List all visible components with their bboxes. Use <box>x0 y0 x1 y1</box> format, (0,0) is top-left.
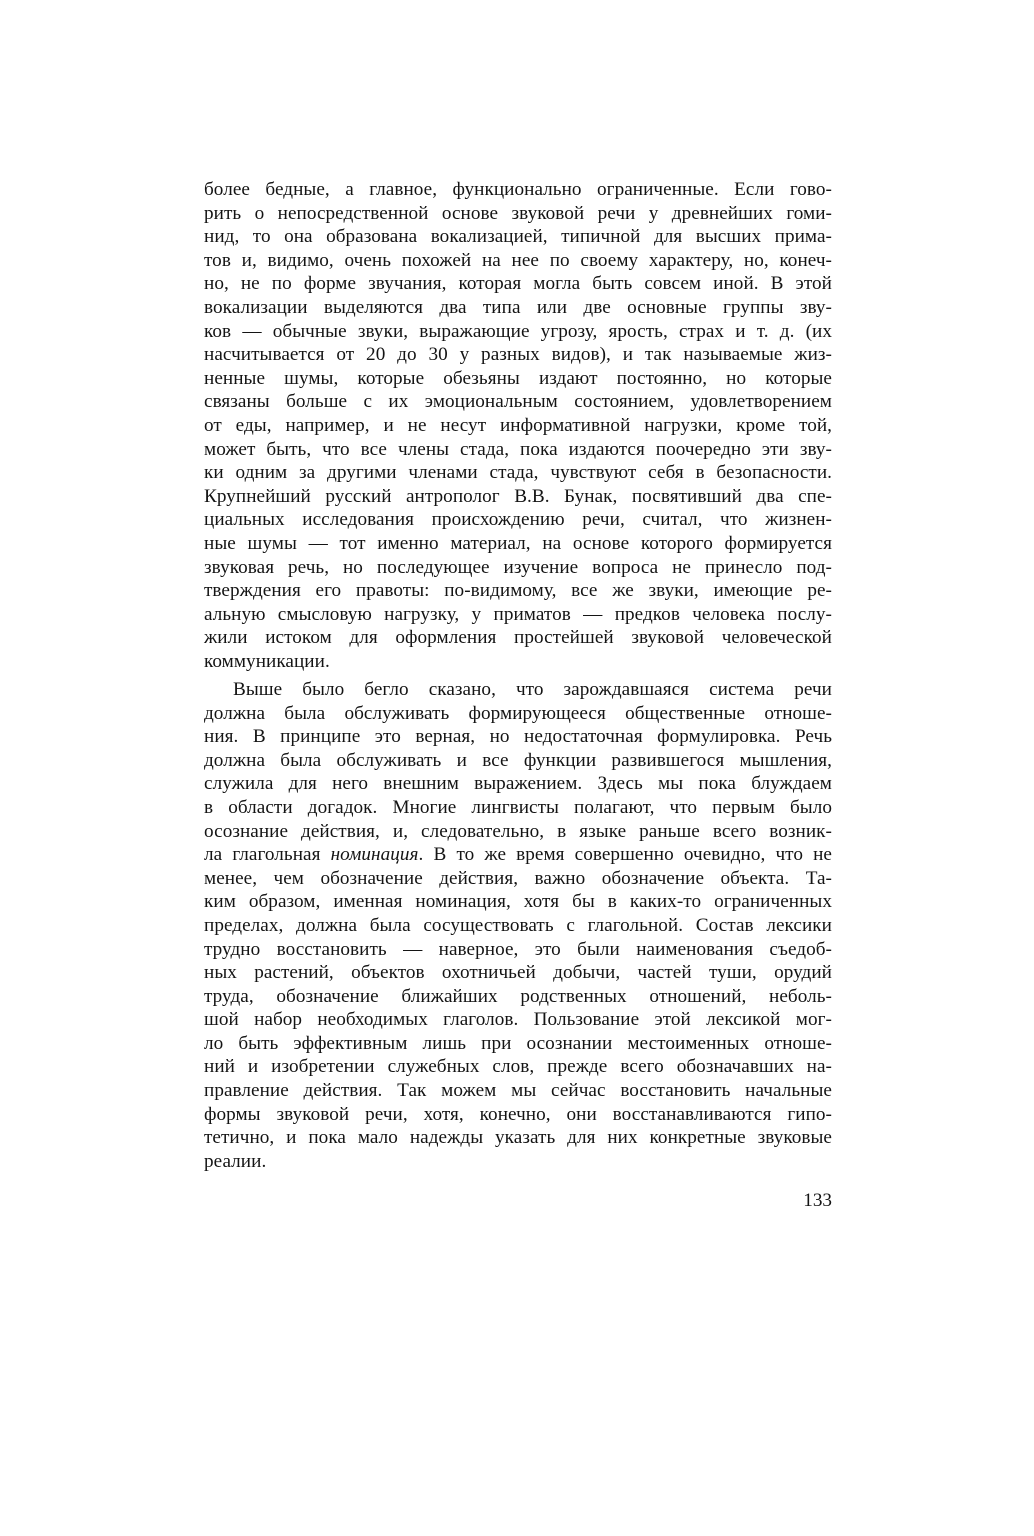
text-line: менее, чем обозначение действия, важно обозначение объекта. Та- <box>204 867 832 889</box>
text-line: ло быть эффективным лишь при осознании местоименных отноше- <box>204 1032 832 1054</box>
text-line: звуковая речь, но последующее изучение вопроса не принесло под- <box>204 556 832 578</box>
text-line: может быть, что все члены стада, пока издаются поочередно эти зву- <box>204 438 832 460</box>
text-line: жили истоком для оформления простейшей звуковой человеческой <box>204 627 832 649</box>
text-line: в области догадок. Многие лингвисты полагают, что первым было <box>204 796 832 818</box>
text-line: альную смысловую нагрузку, у приматов — предков человека послу- <box>204 603 832 625</box>
text-line: тверждения его правоты: по-видимому, все же звуки, имеющие ре- <box>204 580 832 602</box>
emphasized-term: номинация <box>330 844 419 866</box>
text-line: связаны больше с их эмоциональным состоянием, удовлетворением <box>204 391 832 413</box>
text-line: ким образом, именная номинация, хотя бы в каких-то ограниченных <box>204 891 832 913</box>
text-line: насчитывается от 20 до 30 у разных видов), и так называемые жиз- <box>204 344 832 366</box>
text-line: Выше было бегло сказано, что зарождавшаяся система речи <box>233 678 832 700</box>
text-line: циальных исследования происхождению речи, считал, что жизнен- <box>204 509 832 531</box>
text-line: но, не по форме звучания, которая могла быть совсем иной. В этой <box>204 273 832 295</box>
text-line: более бедные, а главное, функционально ограниченные. Если гово- <box>204 179 832 200</box>
text-line: формы звуковой речи, хотя, конечно, они восстанавливаются гипо- <box>204 1103 832 1125</box>
text-line: ные шумы — тот именно материал, на основе которого формируется <box>204 532 832 554</box>
text-line-with-emphasis <box>204 843 832 867</box>
text-line: нид, то она образована вокализацией, типичной для высших прима- <box>204 226 832 248</box>
text-line: тетично, и пока мало надежды указать для них конкретные звуковые <box>204 1127 832 1149</box>
text-line: коммуникации. <box>204 650 330 672</box>
text-line: осознание действия, и, следовательно, в языке раньше всего возник- <box>204 820 832 842</box>
text-line: ненные шумы, которые обезьяны издают постоянно, но которые <box>204 367 832 389</box>
page-number: 133 <box>803 1190 832 1211</box>
text-line: пределах, должна была сосуществовать с глагольной. Состав лексики <box>204 914 832 936</box>
paragraph-1 <box>204 178 832 673</box>
text-line: рить о непосредственной основе звуковой речи у древнейших гоми- <box>204 202 832 224</box>
text-line: ния. В принципе это верная, но недостаточная формулировка. Речь <box>204 726 832 748</box>
text-line: трудно восстановить — наверное, это были наименования съедоб- <box>204 938 832 960</box>
text-line: труда, обозначение ближайших родственных отношений, неболь- <box>204 985 832 1007</box>
text-line: ний и изобретении служебных слов, прежде всего обозначавших на- <box>204 1056 832 1078</box>
text-line: правление действия. Так можем мы сейчас восстановить начальные <box>204 1080 832 1102</box>
text-line: должна была обслуживать формирующееся общественные отноше- <box>204 702 832 724</box>
text-segment: ла глагольная <box>204 844 321 866</box>
text-line: ков — обычные звуки, выражающие угрозу, ярость, страх и т. д. (их <box>204 320 832 342</box>
text-line: должна была обслуживать и все функции развившегося мышления, <box>204 749 832 771</box>
text-line: служила для него внешним выражением. Здесь мы пока блуждаем <box>204 773 832 795</box>
text-line: ки одним за другими членами стада, чувствуют себя в безопасности. <box>204 462 832 484</box>
text-line: реалии. <box>204 1150 267 1172</box>
text-line: ных растений, объектов охотничьей добычи, частей туши, орудий <box>204 962 832 984</box>
text-line: шой набор необходимых глаголов. Пользование этой лексикой мог- <box>204 1009 832 1031</box>
text-line: от еды, например, и не несут информативной нагрузки, кроме той, <box>204 414 832 436</box>
text-line: тов и, видимо, очень похожей на нее по своему характеру, но, конеч- <box>204 249 832 271</box>
text-line: Крупнейший русский антрополог В.В. Бунак, посвятивший два спе- <box>204 485 832 507</box>
paragraph-2 <box>204 678 832 1173</box>
page-body <box>204 178 832 1173</box>
text-segment: . В то же время совершенно очевидно, что не <box>418 844 832 866</box>
text-line: вокализации выделяются два типа или две основные группы зву- <box>204 296 832 318</box>
